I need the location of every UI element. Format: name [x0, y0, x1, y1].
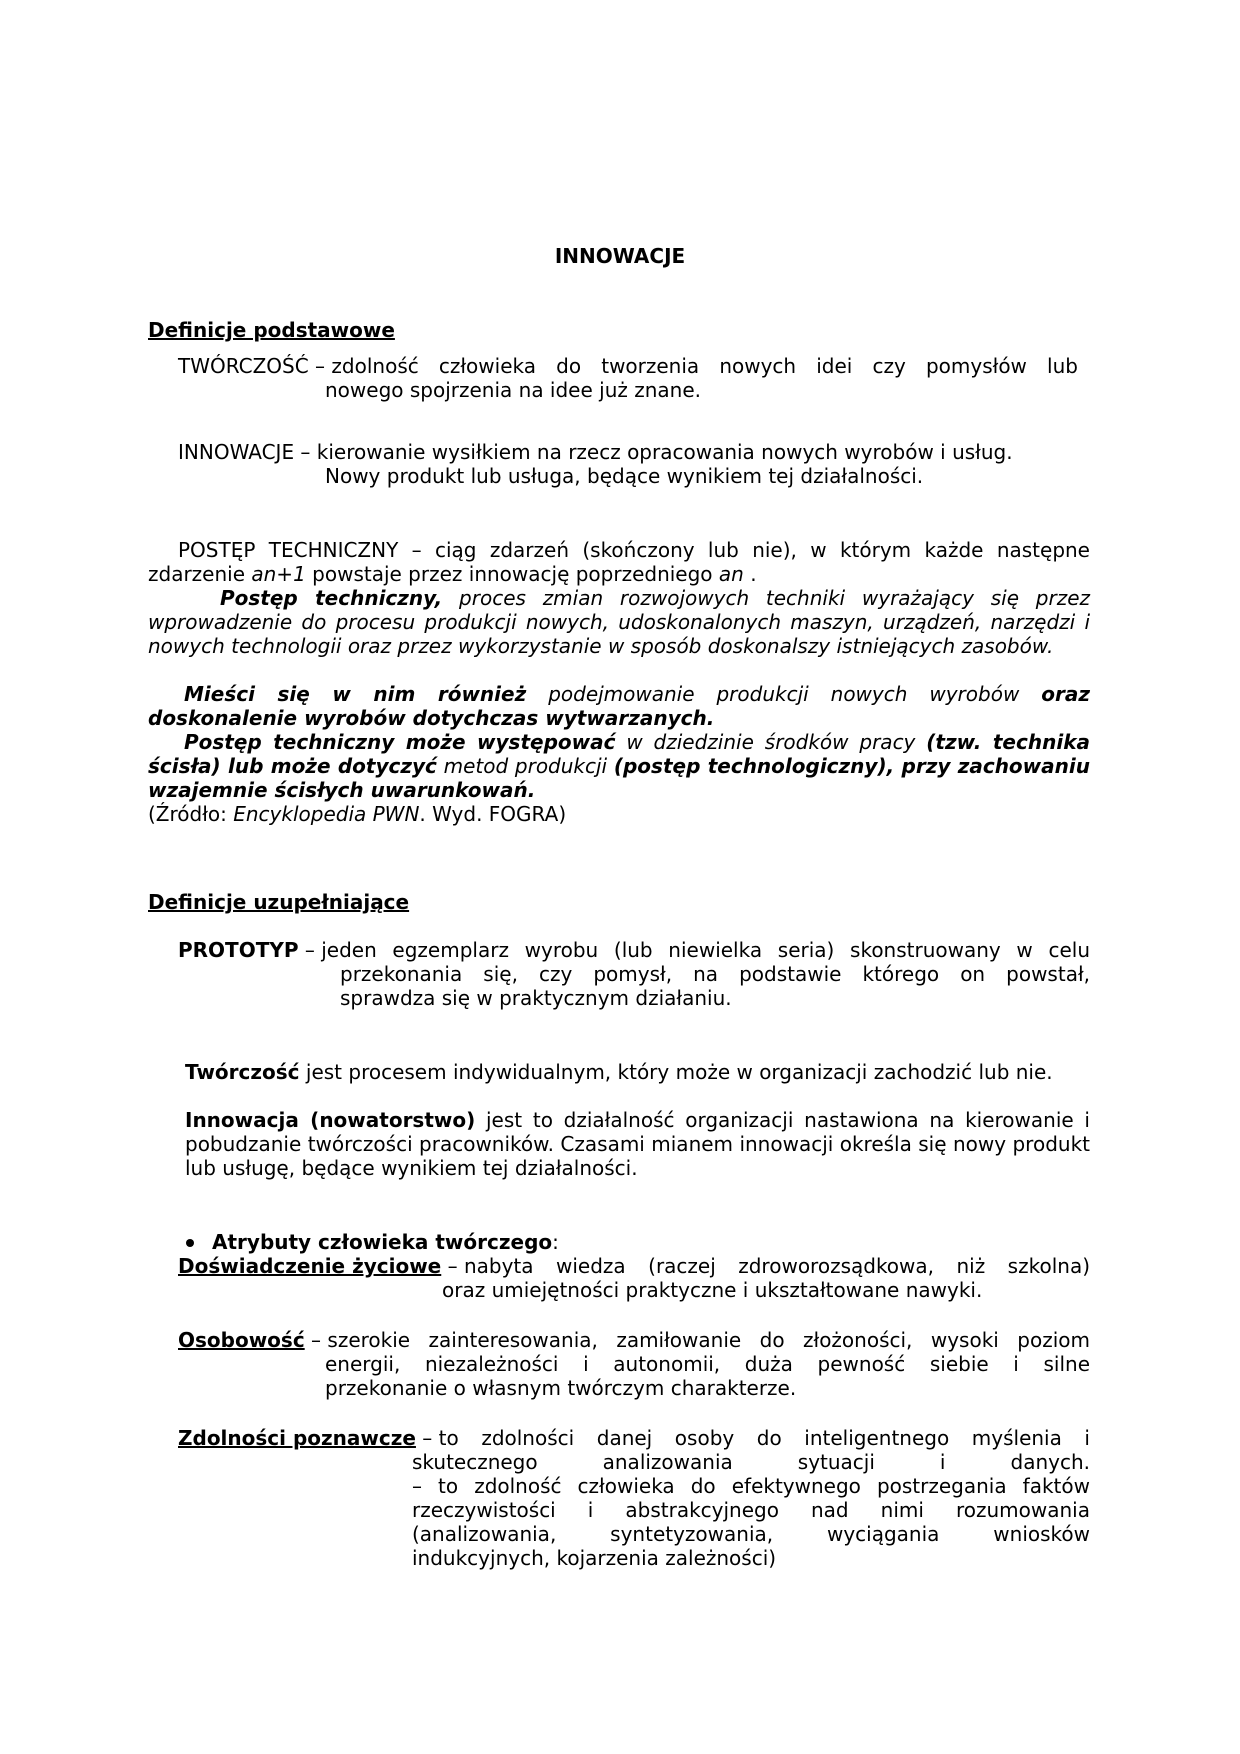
source-citation: (Źródło: Encyklopedia PWN. Wyd. FOGRA)	[148, 802, 567, 826]
paragraph-tworczosc: Twórczość jest procesem indywidualnym, który może w organizacji zachodzić lub nie.	[185, 1060, 1053, 1084]
definition-tworczosc-cont: nowego spojrzenia na idee już znane.	[325, 378, 702, 402]
postep-paragraph-definition: Postęp techniczny, proces zmian rozwojowych techniki wyrażający się przez wprowadzenie do procesu produkcji nowych, udoskonalonych maszyn, urządzeń, narzędzi i nowych technologii oraz przez wykorzystanie w sposób doskonalszy istniejących zasobów.	[148, 586, 1090, 658]
term-zdolnosci: Zdolności poznawcze –	[178, 1426, 439, 1450]
definition-body: zdolność człowieka do tworzenia nowych idei czy pomysłów lub	[331, 354, 1078, 378]
attribute-zdolnosci-line4: rzeczywistości i abstrakcyjnego nad nimi rozumowania	[412, 1498, 1090, 1522]
attribute-osobowosc-line3: przekonanie o własnym twórczym charakterze.	[325, 1376, 797, 1400]
term-tworczosc: TWÓRCZOŚĆ –	[178, 354, 332, 378]
bullet-dot-icon	[186, 1239, 194, 1247]
attribute-zdolnosci-line5: (analizowania, syntetyzowania, wyciągania wniosków	[412, 1522, 1090, 1546]
definition-innowacje-cont: Nowy produkt lub usługa, będące wynikiem tej działalności.	[325, 464, 924, 488]
attribute-zdolnosci	[178, 1426, 1090, 1450]
definition-body: nabyta wiedza (raczej zdroworozsądkowa, niż szkolna)	[463, 1254, 1090, 1278]
section-heading-basic: Definicje podstawowe	[148, 318, 395, 342]
definition-body: szerokie zainteresowania, zamiłowanie do złożoności, wysoki poziom	[327, 1328, 1090, 1352]
term-osobowosc: Osobowość –	[178, 1328, 328, 1352]
attribute-zdolnosci-line3: – to zdolność człowieka do efektywnego postrzegania faktów	[412, 1474, 1090, 1498]
postep-paragraph-scope: Mieści się w nim również podejmowanie produkcji nowych wyrobów oraz doskonalenie wyrobów dotychczas wytwarzanych.	[148, 682, 1090, 730]
definition-innowacje	[178, 440, 1078, 464]
attribute-doswiadczenie	[178, 1254, 1090, 1278]
section-heading-supplementary: Definicje uzupełniające	[148, 890, 410, 914]
postep-line2: zdarzenie an+1 powstaje przez innowację poprzedniego an .	[148, 562, 757, 586]
attribute-zdolnosci-line6: indukcyjnych, kojarzenia zależności)	[412, 1546, 777, 1570]
term-innowacje: INNOWACJE –	[178, 440, 317, 464]
definition-body: kierowanie wysiłkiem na rzecz opracowania nowych wyrobów i usług.	[316, 440, 1013, 464]
attribute-zdolnosci-line2: skutecznego analizowania sytuacji i danych.	[412, 1450, 1090, 1474]
term-doswiadczenie: Doświadczenie życiowe –	[178, 1254, 464, 1278]
bullet-attributes-text: Atrybuty człowieka twórczego:	[212, 1230, 559, 1254]
attribute-doswiadczenie-cont: oraz umiejętności praktyczne i ukształtowane nawyki.	[442, 1278, 983, 1302]
attribute-osobowosc-line2: energii, niezależności i autonomii, duża pewność siebie i silne	[325, 1352, 1090, 1376]
bullet-attributes	[186, 1230, 559, 1254]
postep-line1: POSTĘP TECHNICZNY – ciąg zdarzeń (skończony lub nie), w którym każde następne	[178, 538, 1090, 562]
definition-prototyp	[178, 938, 1090, 962]
definition-body: to zdolności danej osoby do inteligentnego myślenia i	[438, 1426, 1090, 1450]
attribute-osobowosc	[178, 1328, 1090, 1352]
paragraph-innowacja: Innowacja (nowatorstwo) jest to działalność organizacji nastawiona na kierowanie i pobudzanie twórczości pracowników. Czasami mianem innowacji określa się nowy produkt lub usługę, będące wynikiem tej działalności.	[185, 1108, 1090, 1180]
definition-body: jeden egzemplarz wyrobu (lub niewielka seria) skonstruowany w celu	[321, 938, 1090, 962]
term-prototyp: PROTOTYP –	[178, 938, 322, 962]
definition-prototyp-line3: sprawdza się w praktycznym działaniu.	[340, 986, 732, 1010]
postep-paragraph-areas: Postęp techniczny może występować w dziedzinie środków pracy (tzw. technika ścisła) lub może dotyczyć metod produkcji (postęp technologiczny), przy zachowaniu wzajemnie ścisłych uwarunkowań.	[148, 730, 1090, 802]
document-title: INNOWACJE	[554, 244, 686, 268]
definition-tworczosc	[178, 354, 1078, 378]
definition-prototyp-line2: przekonania się, czy pomysł, na podstawie którego on powstał,	[340, 962, 1090, 986]
